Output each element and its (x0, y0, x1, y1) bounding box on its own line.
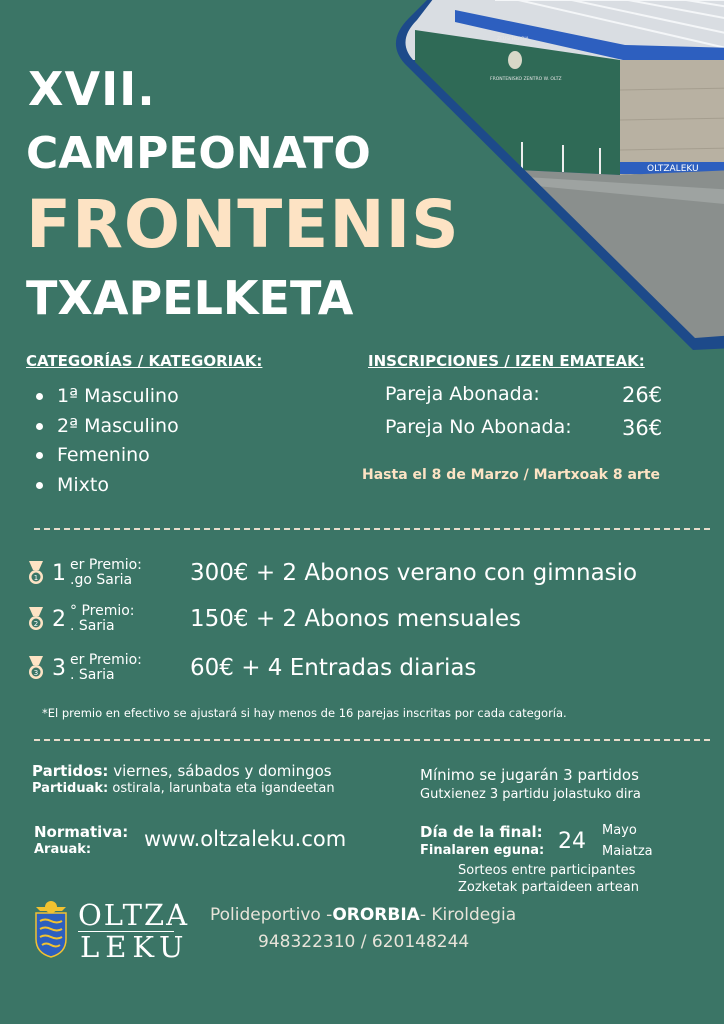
prize-row-1 (26, 558, 637, 588)
minimum-es: Mínimo se jugarán 3 partidos (420, 766, 639, 784)
title-txapelketa: TXAPELKETA (26, 271, 354, 325)
venue-name: ORORBIA (332, 905, 420, 925)
prize-description: 60€ + 4 Entradas diarias (190, 655, 477, 681)
final-day: 24 (558, 829, 586, 854)
matches-value-eu: ostirala, larunbata eta igandeetan (112, 781, 335, 796)
matches-value-es: viernes, sábados y domingos (113, 762, 332, 780)
category-item (36, 382, 179, 412)
prize-number: 2 (52, 606, 66, 632)
medal-icon (26, 606, 46, 632)
wall-sign: OLTZALEKU (647, 164, 699, 174)
final-label-eu: Finalaren eguna: (420, 843, 545, 858)
inscriptions-heading: INSCRIPCIONES / IZEN EMATEAK: (368, 352, 645, 370)
final-month-es: Mayo (602, 823, 637, 838)
category-label: 2ª Masculino (57, 414, 179, 437)
category-label: Femenino (57, 444, 150, 467)
medal-icon (26, 655, 46, 681)
prize-note: *El premio en efectivo se ajustará si hay menos de 16 parejas inscritas por cada categoría. (42, 706, 567, 720)
prize-label (70, 604, 170, 634)
venue-prefix: Polideportivo - (210, 905, 333, 925)
matches-label-es: Partidos: (32, 762, 109, 780)
draw-es: Sorteos entre participantes (458, 863, 636, 878)
category-item (36, 412, 179, 442)
price-label-abonada: Pareja Abonada: (385, 383, 540, 405)
edition-title: XVII. (28, 62, 156, 116)
prize-label-eu: . Saria (70, 667, 115, 683)
svg-text:1: 1 (33, 574, 39, 582)
title-frontenis: FRONTENIS (26, 186, 460, 263)
prize-label (70, 653, 170, 683)
categories-list (36, 382, 179, 500)
matches-eu (32, 781, 335, 796)
price-label-no-abonada: Pareja No Abonada: (385, 416, 572, 438)
rules-label-eu: Arauak: (34, 842, 92, 857)
final-month-eu: Maiatza (602, 844, 653, 859)
prize-row-3 (26, 653, 476, 683)
prize-number: 1 (52, 560, 66, 586)
rules-url-link[interactable]: www.oltzaleku.com (144, 827, 347, 851)
wall-text-1: ZEUSI HERRIA (497, 37, 529, 42)
category-item (36, 471, 179, 501)
price-value-abonada: 26€ (622, 383, 663, 407)
wall-text-2: FRONTENISKO ZENTRO W. OLTZ (490, 77, 562, 82)
venue-phones: 948322310 / 620148244 (258, 932, 470, 952)
prize-label (70, 558, 170, 588)
divider (34, 528, 710, 530)
prize-description: 150€ + 2 Abonos mensuales (190, 606, 522, 632)
medal-icon (26, 560, 46, 586)
prize-label-eu: . Saria (70, 618, 115, 634)
venue-suffix: - Kiroldegia (419, 905, 517, 925)
prize-row-2 (26, 604, 521, 634)
logo-line1: OLTZA (78, 898, 190, 932)
category-label: 1ª Masculino (57, 385, 179, 408)
price-value-no-abonada: 36€ (622, 416, 663, 440)
category-label: Mixto (57, 473, 109, 496)
category-item (36, 441, 179, 471)
registration-deadline: Hasta el 8 de Marzo / Martxoak 8 arte (362, 467, 661, 483)
venue-line (210, 905, 516, 925)
title-campeonato: CAMPEONATO (26, 128, 371, 179)
matches-label-eu: Partiduak: (32, 781, 109, 796)
prize-label-es: er Premio: (70, 557, 142, 573)
categories-heading: CATEGORÍAS / KATEGORIAK: (26, 352, 263, 370)
minimum-eu: Gutxienez 3 partidu jolastuko dira (420, 787, 641, 802)
divider (34, 739, 710, 741)
svg-text:2: 2 (33, 620, 39, 628)
prize-label-es: er Premio: (70, 652, 142, 668)
prize-description: 300€ + 2 Abonos verano con gimnasio (190, 560, 638, 586)
rules-label-es: Normativa: (34, 823, 129, 841)
draw-eu: Zozketak partaideen artean (458, 880, 639, 895)
oltzaleku-emblem (32, 897, 70, 959)
svg-text:3: 3 (33, 669, 39, 677)
matches-es (32, 762, 332, 780)
logo-line2: LEKU (80, 930, 190, 964)
final-label-es: Día de la final: (420, 823, 543, 841)
prize-number: 3 (52, 655, 66, 681)
prize-label-es: ° Premio: (70, 603, 135, 619)
prize-label-eu: .go Saria (70, 572, 133, 588)
fronton-photo (395, 0, 724, 360)
